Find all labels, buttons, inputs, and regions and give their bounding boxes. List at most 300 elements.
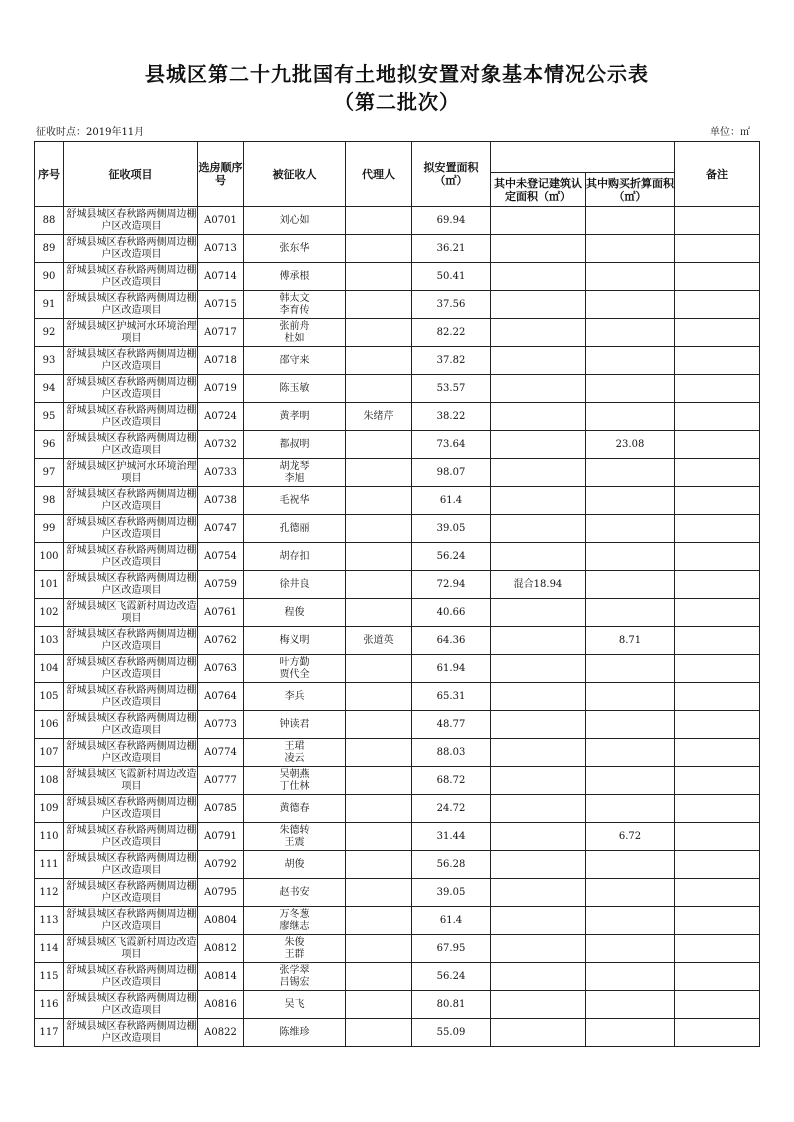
row-room-order: A0747 xyxy=(198,515,244,543)
table-row xyxy=(35,767,760,795)
row-area: 56.24 xyxy=(412,963,491,991)
row-agent xyxy=(346,571,412,599)
row-unregistered xyxy=(491,319,586,347)
row-agent xyxy=(346,291,412,319)
row-remark xyxy=(675,739,760,767)
row-agent xyxy=(346,459,412,487)
page-subtitle: （第二批次） xyxy=(334,90,460,114)
row-area: 98.07 xyxy=(412,459,491,487)
row-remark xyxy=(675,347,760,375)
row-area: 68.72 xyxy=(412,767,491,795)
row-remark xyxy=(675,515,760,543)
row-area: 39.05 xyxy=(412,879,491,907)
row-agent xyxy=(346,991,412,1019)
row-room-order: A0773 xyxy=(198,711,244,739)
page-title: 县城区第二十九批国有土地拟安置对象基本情况公示表 xyxy=(145,62,649,86)
unit-label: 单位：㎡ xyxy=(710,127,750,138)
row-room-order: A0719 xyxy=(198,375,244,403)
row-remark xyxy=(675,207,760,235)
row-agent xyxy=(346,655,412,683)
row-person: 赵书安 xyxy=(244,879,346,907)
header-area: 拟安置面积（㎡） xyxy=(412,142,491,207)
row-index: 96 xyxy=(35,431,64,459)
row-agent xyxy=(346,543,412,571)
row-remark xyxy=(675,487,760,515)
row-room-order: A0785 xyxy=(198,795,244,823)
row-unregistered xyxy=(491,347,586,375)
row-index: 99 xyxy=(35,515,64,543)
row-project: 舒城县城区春秋路两侧周边棚户区改造项目 xyxy=(64,347,198,375)
row-area: 39.05 xyxy=(412,515,491,543)
row-purchase xyxy=(586,991,675,1019)
row-project: 舒城县城区春秋路两侧周边棚户区改造项目 xyxy=(64,207,198,235)
row-area: 37.82 xyxy=(412,347,491,375)
row-person: 李兵 xyxy=(244,683,346,711)
row-remark xyxy=(675,907,760,935)
row-purchase xyxy=(586,207,675,235)
row-project: 舒城县城区护城河水环境治理项目 xyxy=(64,459,198,487)
row-area: 48.77 xyxy=(412,711,491,739)
row-project: 舒城县城区护城河水环境治理项目 xyxy=(64,319,198,347)
row-project: 舒城县城区春秋路两侧周边棚户区改造项目 xyxy=(64,235,198,263)
row-agent xyxy=(346,879,412,907)
row-project: 舒城县城区飞霞新村周边改造项目 xyxy=(64,767,198,795)
row-area: 36.21 xyxy=(412,235,491,263)
row-index: 92 xyxy=(35,319,64,347)
header-group xyxy=(491,142,675,173)
row-area: 50.41 xyxy=(412,263,491,291)
row-area: 24.72 xyxy=(412,795,491,823)
row-room-order: A0774 xyxy=(198,739,244,767)
header-remark: 备注 xyxy=(675,142,760,207)
row-purchase xyxy=(586,375,675,403)
row-area: 82.22 xyxy=(412,319,491,347)
row-index: 103 xyxy=(35,627,64,655)
row-agent xyxy=(346,935,412,963)
row-area: 72.94 xyxy=(412,571,491,599)
table-row xyxy=(35,291,760,319)
row-unregistered: 混合18.94 xyxy=(491,571,586,599)
row-area: 61.94 xyxy=(412,655,491,683)
row-unregistered xyxy=(491,739,586,767)
row-purchase xyxy=(586,235,675,263)
row-person: 吴飞 xyxy=(244,991,346,1019)
row-purchase xyxy=(586,1019,675,1047)
row-project: 舒城县城区春秋路两侧周边棚户区改造项目 xyxy=(64,795,198,823)
row-room-order: A0791 xyxy=(198,823,244,851)
row-index: 102 xyxy=(35,599,64,627)
row-purchase xyxy=(586,851,675,879)
row-index: 113 xyxy=(35,907,64,935)
row-person: 黄孝明 xyxy=(244,403,346,431)
row-index: 105 xyxy=(35,683,64,711)
row-unregistered xyxy=(491,963,586,991)
row-project: 舒城县城区春秋路两侧周边棚户区改造项目 xyxy=(64,907,198,935)
row-person: 都叔明 xyxy=(244,431,346,459)
row-remark xyxy=(675,655,760,683)
row-project: 舒城县城区春秋路两侧周边棚户区改造项目 xyxy=(64,487,198,515)
row-person: 胡龙琴 李旭 xyxy=(244,459,346,487)
row-agent xyxy=(346,263,412,291)
row-remark xyxy=(675,711,760,739)
table-row xyxy=(35,823,760,851)
row-remark xyxy=(675,599,760,627)
row-unregistered xyxy=(491,907,586,935)
row-person: 刘心如 xyxy=(244,207,346,235)
row-room-order: A0764 xyxy=(198,683,244,711)
row-project: 舒城县城区春秋路两侧周边棚户区改造项目 xyxy=(64,991,198,1019)
row-area: 40.66 xyxy=(412,599,491,627)
row-unregistered xyxy=(491,263,586,291)
row-room-order: A0814 xyxy=(198,963,244,991)
row-person: 孔德丽 xyxy=(244,515,346,543)
row-purchase xyxy=(586,263,675,291)
table-row xyxy=(35,879,760,907)
row-purchase xyxy=(586,767,675,795)
row-project: 舒城县城区春秋路两侧周边棚户区改造项目 xyxy=(64,571,198,599)
row-agent xyxy=(346,851,412,879)
table-row xyxy=(35,935,760,963)
row-project: 舒城县城区春秋路两侧周边棚户区改造项目 xyxy=(64,291,198,319)
table-row xyxy=(35,263,760,291)
row-agent xyxy=(346,795,412,823)
row-area: 65.31 xyxy=(412,683,491,711)
header-purchase: 其中购买折算面积（㎡） xyxy=(586,173,675,207)
table-row xyxy=(35,991,760,1019)
row-person: 王珺 凌云 xyxy=(244,739,346,767)
row-remark xyxy=(675,851,760,879)
table-row xyxy=(35,963,760,991)
row-agent xyxy=(346,1019,412,1047)
table-body xyxy=(35,207,760,1047)
row-person: 徐井良 xyxy=(244,571,346,599)
row-agent xyxy=(346,487,412,515)
row-index: 117 xyxy=(35,1019,64,1047)
table-row xyxy=(35,571,760,599)
row-project: 舒城县城区春秋路两侧周边棚户区改造项目 xyxy=(64,711,198,739)
row-unregistered xyxy=(491,935,586,963)
header-unregistered: 其中未登记建筑认定面积（㎡） xyxy=(491,173,586,207)
row-project: 舒城县城区春秋路两侧周边棚户区改造项目 xyxy=(64,403,198,431)
row-project: 舒城县城区春秋路两侧周边棚户区改造项目 xyxy=(64,739,198,767)
row-purchase xyxy=(586,347,675,375)
row-area: 88.03 xyxy=(412,739,491,767)
row-remark xyxy=(675,403,760,431)
row-purchase xyxy=(586,711,675,739)
header-room-order: 选房顺序号 xyxy=(198,142,244,207)
table-row xyxy=(35,1019,760,1047)
row-unregistered xyxy=(491,375,586,403)
row-remark xyxy=(675,963,760,991)
row-unregistered xyxy=(491,599,586,627)
row-agent xyxy=(346,515,412,543)
row-unregistered xyxy=(491,431,586,459)
resettlement-table xyxy=(34,141,760,1047)
row-area: 55.09 xyxy=(412,1019,491,1047)
row-room-order: A0714 xyxy=(198,263,244,291)
row-unregistered xyxy=(491,1019,586,1047)
row-person: 朱德转 王震 xyxy=(244,823,346,851)
row-project: 舒城县城区春秋路两侧周边棚户区改造项目 xyxy=(64,851,198,879)
row-room-order: A0713 xyxy=(198,235,244,263)
row-person: 叶方勤 贾代全 xyxy=(244,655,346,683)
table-row xyxy=(35,683,760,711)
row-remark xyxy=(675,935,760,963)
row-unregistered xyxy=(491,515,586,543)
row-purchase xyxy=(586,571,675,599)
collection-time: 征收时点：2019年11月 xyxy=(36,127,145,138)
row-person: 胡俊 xyxy=(244,851,346,879)
header-project: 征收项目 xyxy=(64,142,198,207)
row-person: 邵守来 xyxy=(244,347,346,375)
row-person: 钟读君 xyxy=(244,711,346,739)
row-remark xyxy=(675,571,760,599)
row-purchase xyxy=(586,403,675,431)
row-agent xyxy=(346,347,412,375)
row-unregistered xyxy=(491,683,586,711)
row-purchase xyxy=(586,459,675,487)
row-purchase xyxy=(586,515,675,543)
row-index: 110 xyxy=(35,823,64,851)
table-row xyxy=(35,459,760,487)
row-index: 114 xyxy=(35,935,64,963)
row-remark xyxy=(675,431,760,459)
row-person: 朱俊 王群 xyxy=(244,935,346,963)
row-person: 张东华 xyxy=(244,235,346,263)
row-area: 56.24 xyxy=(412,543,491,571)
row-unregistered xyxy=(491,403,586,431)
row-project: 舒城县城区春秋路两侧周边棚户区改造项目 xyxy=(64,375,198,403)
row-room-order: A0792 xyxy=(198,851,244,879)
table-row xyxy=(35,487,760,515)
row-remark xyxy=(675,683,760,711)
row-index: 98 xyxy=(35,487,64,515)
row-area: 61.4 xyxy=(412,907,491,935)
row-unregistered xyxy=(491,543,586,571)
row-purchase xyxy=(586,963,675,991)
table-row xyxy=(35,627,760,655)
row-person: 傅承根 xyxy=(244,263,346,291)
row-area: 37.56 xyxy=(412,291,491,319)
row-purchase xyxy=(586,487,675,515)
row-project: 舒城县城区飞霞新村周边改造项目 xyxy=(64,935,198,963)
row-remark xyxy=(675,823,760,851)
row-agent: 张道英 xyxy=(346,627,412,655)
row-area: 67.95 xyxy=(412,935,491,963)
row-person: 胡存扣 xyxy=(244,543,346,571)
row-agent xyxy=(346,767,412,795)
row-unregistered xyxy=(491,711,586,739)
row-unregistered xyxy=(491,823,586,851)
row-project: 舒城县城区春秋路两侧周边棚户区改造项目 xyxy=(64,431,198,459)
row-index: 116 xyxy=(35,991,64,1019)
row-index: 95 xyxy=(35,403,64,431)
row-unregistered xyxy=(491,991,586,1019)
table-row xyxy=(35,403,760,431)
row-index: 104 xyxy=(35,655,64,683)
row-agent: 朱绪芹 xyxy=(346,403,412,431)
row-person: 张学翠 吕锡宏 xyxy=(244,963,346,991)
row-remark xyxy=(675,795,760,823)
row-room-order: A0804 xyxy=(198,907,244,935)
row-project: 舒城县城区春秋路两侧周边棚户区改造项目 xyxy=(64,683,198,711)
row-person: 韩太文 李育传 xyxy=(244,291,346,319)
row-room-order: A0732 xyxy=(198,431,244,459)
row-remark xyxy=(675,543,760,571)
row-agent xyxy=(346,683,412,711)
row-room-order: A0759 xyxy=(198,571,244,599)
table-row xyxy=(35,431,760,459)
row-unregistered xyxy=(491,487,586,515)
row-index: 106 xyxy=(35,711,64,739)
row-agent xyxy=(346,823,412,851)
row-purchase xyxy=(586,655,675,683)
header-index: 序号 xyxy=(35,142,64,207)
table-row xyxy=(35,235,760,263)
row-unregistered xyxy=(491,795,586,823)
row-area: 61.4 xyxy=(412,487,491,515)
table-row xyxy=(35,347,760,375)
row-remark xyxy=(675,291,760,319)
table-row xyxy=(35,739,760,767)
row-agent xyxy=(346,907,412,935)
row-unregistered xyxy=(491,655,586,683)
row-agent xyxy=(346,599,412,627)
row-unregistered xyxy=(491,459,586,487)
row-index: 91 xyxy=(35,291,64,319)
row-person: 陈玉敏 xyxy=(244,375,346,403)
row-room-order: A0733 xyxy=(198,459,244,487)
row-project: 舒城县城区春秋路两侧周边棚户区改造项目 xyxy=(64,655,198,683)
row-project: 舒城县城区春秋路两侧周边棚户区改造项目 xyxy=(64,1019,198,1047)
row-remark xyxy=(675,767,760,795)
row-project: 舒城县城区春秋路两侧周边棚户区改造项目 xyxy=(64,515,198,543)
table-row xyxy=(35,851,760,879)
row-room-order: A0738 xyxy=(198,487,244,515)
table-row xyxy=(35,655,760,683)
row-index: 101 xyxy=(35,571,64,599)
row-agent xyxy=(346,963,412,991)
row-project: 舒城县城区春秋路两侧周边棚户区改造项目 xyxy=(64,879,198,907)
row-unregistered xyxy=(491,627,586,655)
row-room-order: A0717 xyxy=(198,319,244,347)
row-index: 107 xyxy=(35,739,64,767)
row-room-order: A0701 xyxy=(198,207,244,235)
row-person: 黄德春 xyxy=(244,795,346,823)
row-agent xyxy=(346,235,412,263)
row-area: 80.81 xyxy=(412,991,491,1019)
table-row xyxy=(35,543,760,571)
row-area: 31.44 xyxy=(412,823,491,851)
row-project: 舒城县城区春秋路两侧周边棚户区改造项目 xyxy=(64,627,198,655)
row-room-order: A0754 xyxy=(198,543,244,571)
row-room-order: A0822 xyxy=(198,1019,244,1047)
row-agent xyxy=(346,207,412,235)
row-purchase xyxy=(586,543,675,571)
row-person: 吴朝燕 丁仕林 xyxy=(244,767,346,795)
row-unregistered xyxy=(491,851,586,879)
row-area: 38.22 xyxy=(412,403,491,431)
row-area: 53.57 xyxy=(412,375,491,403)
row-unregistered xyxy=(491,207,586,235)
row-agent xyxy=(346,431,412,459)
row-index: 89 xyxy=(35,235,64,263)
row-room-order: A0724 xyxy=(198,403,244,431)
row-unregistered xyxy=(491,291,586,319)
row-area: 56.28 xyxy=(412,851,491,879)
row-remark xyxy=(675,375,760,403)
row-unregistered xyxy=(491,767,586,795)
header-agent: 代理人 xyxy=(346,142,412,207)
row-room-order: A0715 xyxy=(198,291,244,319)
row-project: 舒城县城区春秋路两侧周边棚户区改造项目 xyxy=(64,963,198,991)
row-person: 程俊 xyxy=(244,599,346,627)
row-index: 97 xyxy=(35,459,64,487)
row-purchase xyxy=(586,739,675,767)
row-purchase: 8.71 xyxy=(586,627,675,655)
row-person: 张前舟 杜如 xyxy=(244,319,346,347)
table-row xyxy=(35,795,760,823)
row-index: 94 xyxy=(35,375,64,403)
row-index: 100 xyxy=(35,543,64,571)
table-row xyxy=(35,599,760,627)
row-unregistered xyxy=(491,879,586,907)
row-project: 舒城县城区飞霞新村周边改造项目 xyxy=(64,599,198,627)
table-row xyxy=(35,375,760,403)
row-room-order: A0763 xyxy=(198,655,244,683)
row-room-order: A0761 xyxy=(198,599,244,627)
row-remark xyxy=(675,991,760,1019)
row-project: 舒城县城区春秋路两侧周边棚户区改造项目 xyxy=(64,823,198,851)
row-index: 111 xyxy=(35,851,64,879)
table-row xyxy=(35,907,760,935)
row-room-order: A0777 xyxy=(198,767,244,795)
row-remark xyxy=(675,263,760,291)
row-index: 108 xyxy=(35,767,64,795)
row-room-order: A0812 xyxy=(198,935,244,963)
row-remark xyxy=(675,1019,760,1047)
row-purchase: 23.08 xyxy=(586,431,675,459)
row-purchase xyxy=(586,907,675,935)
row-remark xyxy=(675,235,760,263)
row-index: 109 xyxy=(35,795,64,823)
row-area: 73.64 xyxy=(412,431,491,459)
row-room-order: A0816 xyxy=(198,991,244,1019)
row-purchase xyxy=(586,319,675,347)
row-index: 112 xyxy=(35,879,64,907)
row-room-order: A0762 xyxy=(198,627,244,655)
row-person: 万冬葱 廖继志 xyxy=(244,907,346,935)
row-project: 舒城县城区春秋路两侧周边棚户区改造项目 xyxy=(64,543,198,571)
row-area: 69.94 xyxy=(412,207,491,235)
row-remark xyxy=(675,627,760,655)
row-room-order: A0795 xyxy=(198,879,244,907)
row-purchase xyxy=(586,599,675,627)
row-purchase xyxy=(586,935,675,963)
row-room-order: A0718 xyxy=(198,347,244,375)
row-agent xyxy=(346,739,412,767)
table-row xyxy=(35,711,760,739)
row-index: 93 xyxy=(35,347,64,375)
row-purchase: 6.72 xyxy=(586,823,675,851)
row-purchase xyxy=(586,683,675,711)
row-unregistered xyxy=(491,235,586,263)
row-remark xyxy=(675,319,760,347)
row-remark xyxy=(675,879,760,907)
row-purchase xyxy=(586,291,675,319)
row-index: 88 xyxy=(35,207,64,235)
row-remark xyxy=(675,459,760,487)
